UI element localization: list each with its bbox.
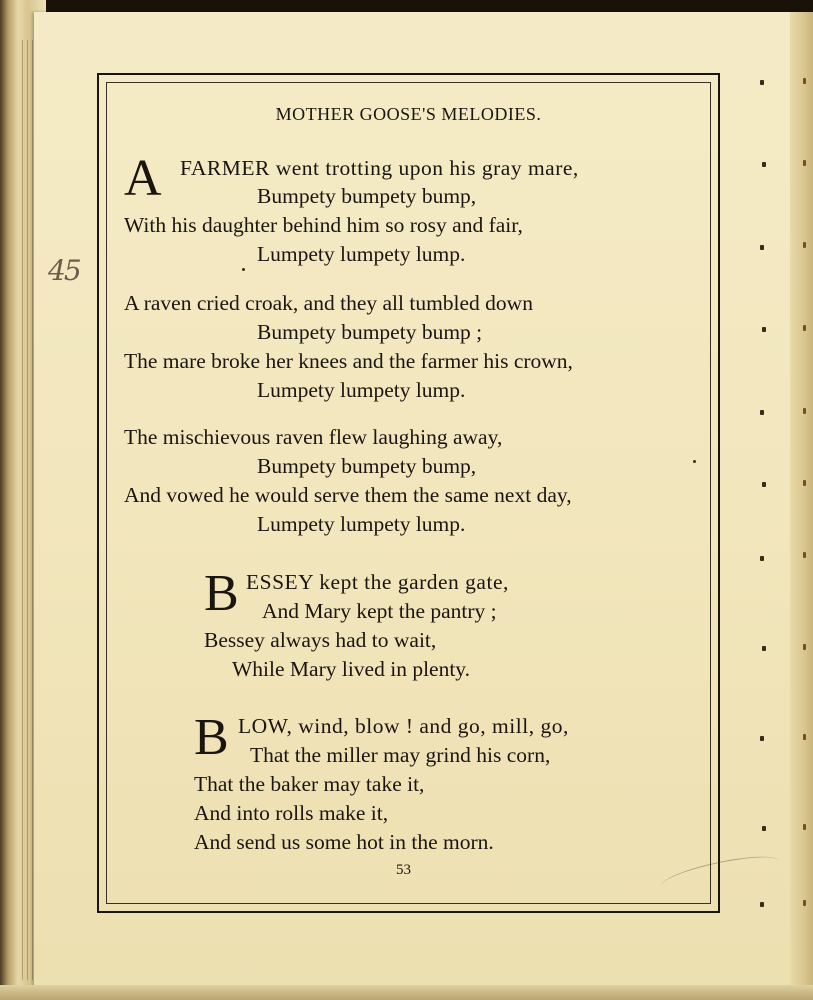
edge-mark	[760, 556, 764, 561]
drop-cap: B	[194, 709, 229, 766]
edge-mark	[803, 734, 806, 740]
poem-line: And send us some hot in the morn.	[194, 830, 494, 854]
poem-line: FARMER went trotting upon his gray mare,	[180, 156, 579, 180]
poem-line: Lumpety lumpety lump.	[257, 512, 466, 536]
edge-mark	[803, 78, 806, 84]
poem-line: A raven cried croak, and they all tumbled down	[124, 291, 533, 315]
edge-mark	[760, 410, 764, 415]
edge-mark	[803, 824, 806, 830]
edge-mark	[762, 646, 766, 651]
poem-line: ESSEY kept the garden gate,	[246, 570, 509, 594]
edge-mark	[803, 242, 806, 248]
edge-mark	[762, 327, 766, 332]
edge-mark	[760, 736, 764, 741]
poem-line: That the baker may take it,	[194, 772, 425, 796]
poem-line: Lumpety lumpety lump.	[257, 378, 466, 402]
edge-mark	[762, 826, 766, 831]
poem-line: And vowed he would serve them the same next day,	[124, 483, 572, 507]
edge-mark	[803, 325, 806, 331]
running-head: MOTHER GOOSE'S MELODIES.	[275, 104, 542, 124]
print-speck	[242, 268, 245, 271]
edge-mark	[762, 482, 766, 487]
edge-mark	[760, 80, 764, 85]
poem-line: While Mary lived in plenty.	[232, 657, 471, 681]
edge-mark	[803, 160, 806, 166]
poem-line: The mischievous raven flew laughing away,	[124, 425, 503, 449]
edge-mark	[803, 900, 806, 906]
poem-line: Bumpety bumpety bump,	[257, 184, 477, 208]
poem-line: Bumpety bumpety bump ;	[257, 320, 483, 344]
page-number: 53	[396, 862, 411, 878]
edge-mark	[762, 162, 766, 167]
edge-mark	[803, 408, 806, 414]
handwritten-page-note: 45	[48, 254, 80, 287]
poem-line: Bumpety bumpety bump,	[257, 454, 477, 478]
print-speck	[693, 460, 696, 463]
drop-cap: B	[204, 565, 239, 622]
poem-line: The mare broke her knees and the farmer his crown,	[124, 349, 573, 373]
poem-line: Bessey always had to wait,	[204, 628, 437, 652]
drop-cap: A	[124, 150, 162, 207]
bottom-page-edge	[0, 985, 813, 1000]
right-page-edges	[790, 12, 813, 990]
poem-line: LOW, wind, blow ! and go, mill, go,	[238, 714, 569, 738]
poem-line: Lumpety lumpety lump.	[257, 242, 466, 266]
edge-mark	[760, 245, 764, 250]
edge-mark	[803, 480, 806, 486]
edge-mark	[760, 902, 764, 907]
poem-line: That the miller may grind his corn,	[250, 743, 551, 767]
poem-line: And Mary kept the pantry ;	[262, 599, 497, 623]
poem-line: With his daughter behind him so rosy and fair,	[124, 213, 523, 237]
poem-line: And into rolls make it,	[194, 801, 389, 825]
edge-mark	[803, 644, 806, 650]
edge-mark	[803, 552, 806, 558]
